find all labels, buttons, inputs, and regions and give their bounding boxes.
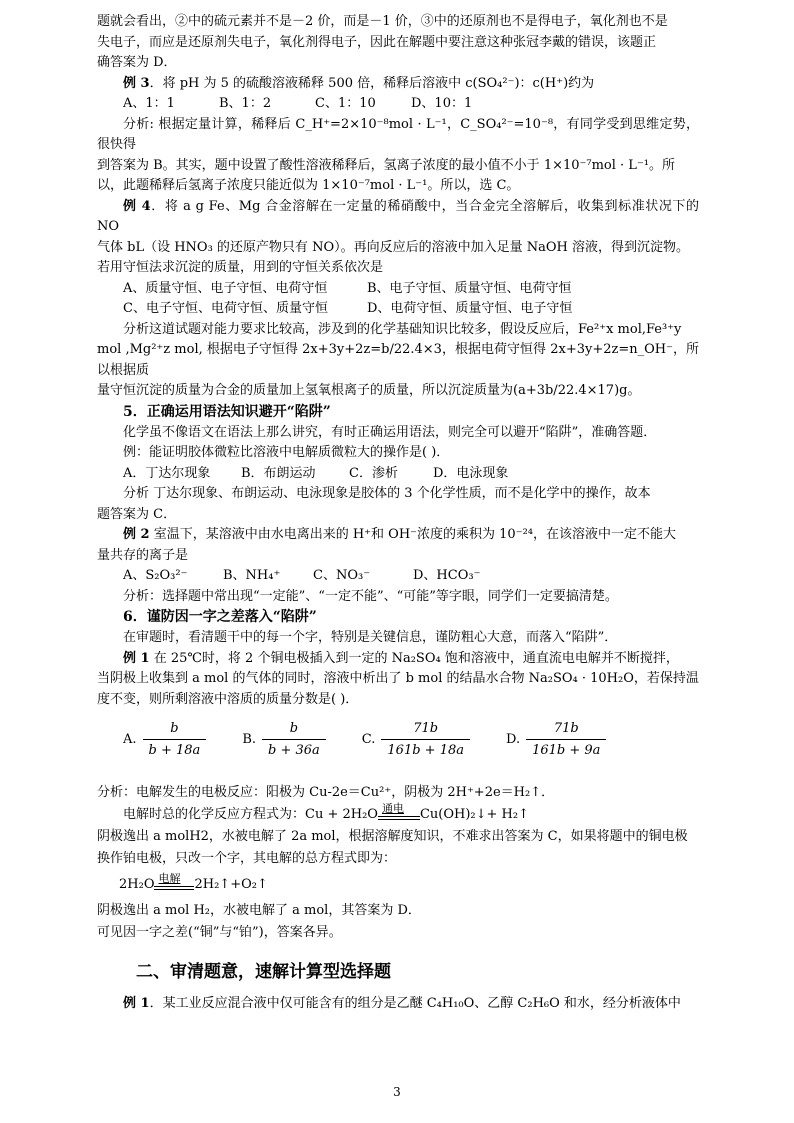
option: A、1：1: [123, 96, 175, 111]
condition-arrow: [378, 801, 420, 822]
option: B、电子守恒、质量守恒、电荷守恒: [367, 280, 572, 296]
section-heading-2: 二、审清题意，速解计算型选择题: [136, 962, 391, 982]
option-label: D.: [506, 731, 521, 747]
option: C、1：10: [315, 96, 376, 111]
example-4-options: [97, 279, 699, 300]
option: C．渗析: [349, 465, 398, 481]
analysis-line: 阴极逸出 a molH2，水被电解了 2a mol，根据溶解度知识，不难求出答案为 C，如果将题中的铜电极: [97, 829, 688, 844]
example-1: [97, 649, 699, 670]
denominator: 161b + 9a: [526, 739, 606, 758]
text-line: 题就会看出，②中的硫元素并不是－2 价，而是－1 价，③中的还原剂也不是得电子，氧化剂也不是: [97, 14, 668, 29]
option: B．布朗运动: [241, 465, 316, 481]
fraction-option: [123, 721, 206, 758]
numerator: b: [289, 720, 299, 736]
numerator: b: [170, 720, 179, 736]
analysis-line: 阴极逸出 a mol H₂，水被电解了 a mol，其答案为 D．: [97, 903, 421, 918]
example-4: [97, 197, 699, 238]
example-text: ．某工业反应混合液中仅可能含有的组分是乙醚 C₄H₁₀O、乙醇 C₂H₆O 和水，经分析液体中: [149, 996, 681, 1011]
analysis-line: 到答案为 B。其实，题中设置了酸性溶液稀释后，氢离子浓度的最小值不小于 1×10⁻⁷mol · L⁻¹。所: [97, 157, 676, 173]
example-text: ．将 a g Fe、Mg 合金溶解在一定量的稀硝酸中，当合金完全溶解后，收集到标准状况下的 NO: [97, 198, 699, 234]
analysis-line: 题答案为 C．: [97, 506, 177, 522]
example-label: 例 1: [123, 996, 150, 1011]
option: D、10：1: [411, 96, 473, 111]
example-2-options: [97, 566, 699, 587]
equation-line: [97, 871, 699, 896]
document-page: [97, 12, 699, 1015]
numerator: 71b: [553, 720, 579, 736]
text-line: 度不变，则所剩溶液中溶质的质量分数是( )．: [97, 691, 359, 707]
example-3-options: [97, 94, 699, 115]
option: B、1：2: [219, 96, 272, 111]
text-line: 当阴极上收集到 a mol 的气体的同时，溶液中析出了 b mol 的结晶水合物 Na₂SO₄ · 10H₂O，若保持温: [97, 671, 699, 686]
fraction-option: [506, 721, 606, 758]
analysis-line: mol ,Mg²⁺z mol, 根据电子守恒得 2x+3y+2z=b/22.4×3，根据电荷守恒得 2x+3y+2z=n_OH⁻，所以根据质: [97, 342, 699, 378]
denominator: b + 18a: [143, 739, 207, 758]
page-number: 3: [393, 1085, 401, 1099]
option: A、S₂O₃²⁻: [123, 568, 188, 583]
equation-left: 2H₂O: [119, 877, 155, 892]
analysis-line: 分析 丁达尔现象、布朗运动、电泳现象是胶体的 3 个化学性质，而不是化学中的操作，故本: [123, 486, 651, 501]
example-line: 例：能证明胶体微粒比溶液中电解质微粒大的操作是( )．: [123, 445, 450, 460]
option: C、电子守恒、电荷守恒、质量守恒: [123, 301, 328, 316]
analysis-line: 分析这道试题对能力要求比较高，涉及到的化学基础知识比较多，假设反应后，Fe²⁺x mol,Fe³⁺y: [123, 321, 682, 337]
option: B、NH₄⁺: [223, 568, 281, 583]
fraction: [262, 721, 326, 758]
fraction: [526, 721, 606, 758]
analysis-line: 可见因一字之差(“铜”与“铂”)，答案各异。: [97, 925, 342, 940]
option-label: A.: [123, 731, 137, 747]
example-options: [97, 464, 699, 485]
example-text: ．将 pH 为 5 的硫酸溶液稀释 500 倍，稀释后溶液中 c(SO₄²⁻)：c(H⁺)约为: [149, 75, 595, 91]
fraction-option: [242, 721, 325, 758]
section-heading-5: 5．正确运用语法知识避开“陷阱”: [123, 403, 331, 420]
text-line: 量共存的离子是: [97, 547, 189, 563]
equation-right: 2H₂↑+O₂↑: [194, 877, 268, 892]
example-label: 例 4: [123, 198, 151, 214]
text-line: 在审题时，看清题干中的每一个字，特别是关键信息，谨防粗心大意，而落入“陷阱”．: [123, 630, 618, 645]
analysis-line: 换作铂电极，只改一个字，其电解的总方程式即为：: [97, 851, 397, 866]
equation-right: Cu(OH)₂↓+ H₂↑: [419, 807, 529, 822]
fraction-option: [362, 721, 470, 758]
example-label: 例 3: [123, 75, 150, 91]
option-label: B.: [242, 731, 256, 747]
fraction-options: [97, 714, 699, 764]
example-3: [97, 74, 699, 95]
text-line: 确答案为 D．: [97, 55, 177, 70]
analysis-line: 分析: 根据定量计算，稀释后 C_H⁺=2×10⁻⁸mol · L⁻¹，C_SO₄²⁻=10⁻⁸，有同学受到思维定势，很快得: [97, 116, 699, 152]
option: A．丁达尔现象: [123, 465, 211, 481]
condition-text: 电解: [158, 871, 181, 885]
example-text: 室温下，某溶液中由水电离出来的 H⁺和 OH⁻浓度的乘积为 10⁻²⁴，在该溶液中一定不能大: [149, 527, 676, 542]
denominator: b + 36a: [262, 739, 326, 758]
text-line: 失电子，而应是还原剂失电子，氧化剂得电子，因此在解题中要注意这种张冠李戴的错误，该题正: [97, 34, 657, 50]
fraction: [143, 721, 207, 758]
condition-arrow: [154, 871, 194, 892]
example-label: 例 2: [123, 527, 150, 542]
option: A、质量守恒、电子守恒、电荷守恒: [123, 280, 328, 296]
option: C、NO₃⁻: [313, 568, 371, 583]
equation-line: [97, 801, 699, 826]
text-line: 若用守恒法求沉淀的质量，用到的守恒关系依次是: [97, 260, 384, 275]
equation-left: 电解时总的化学反应方程式为：Cu + 2H₂O: [123, 807, 378, 822]
text-line: 化学虽不像语文在语法上那么讲究，有时正确运用语法，则完全可以避开“陷阱”，准确答题．: [123, 424, 657, 440]
section-heading-6: 6．谨防因一字之差落入“陷阱”: [123, 609, 317, 625]
example-1-last: [97, 994, 699, 1015]
fraction: [381, 721, 470, 758]
option: D、电荷守恒、质量守恒、电子守恒: [367, 301, 573, 316]
analysis-line: 分析：选择题中常出现“一定能”、“一定不能”、“可能”等字眼，同学们一定要搞清楚。: [123, 588, 618, 604]
option-label: C.: [361, 731, 376, 747]
denominator: 161b + 18a: [381, 739, 470, 758]
analysis-line: 量守恒沉淀的质量为合金的质量加上氢氧根离子的质量，所以沉淀质量为(a+3b/22.4×17)g。: [97, 383, 641, 398]
numerator: 71b: [413, 720, 439, 736]
text-line: 气体 bL（设 HNO₃ 的还原产物只有 NO）。再向反应后的溶液中加入足量 NaOH 溶液，得到沉淀物。: [97, 239, 689, 255]
example-2: [97, 525, 699, 546]
example-4-options: [97, 299, 699, 320]
analysis-line: 以，此题稀释后氢离子浓度只能近似为 1×10⁻⁷mol · L⁻¹。所以，选 C。: [97, 178, 520, 193]
example-text: 在 25℃时，将 2 个铜电极插入到一定的 Na₂SO₄ 饱和溶液中，通直流电电解并不断搅拌，: [149, 650, 679, 666]
example-label: 例 1: [123, 650, 150, 666]
option: D．电泳现象: [433, 465, 509, 481]
analysis-line: 分析：电解发生的电极反应：阳极为 Cu-2e＝Cu²⁺，阴极为 2H⁺+2e＝H₂↑．: [97, 785, 555, 800]
option: D、HCO₃⁻: [413, 568, 481, 583]
condition-text: 通电: [381, 801, 404, 815]
